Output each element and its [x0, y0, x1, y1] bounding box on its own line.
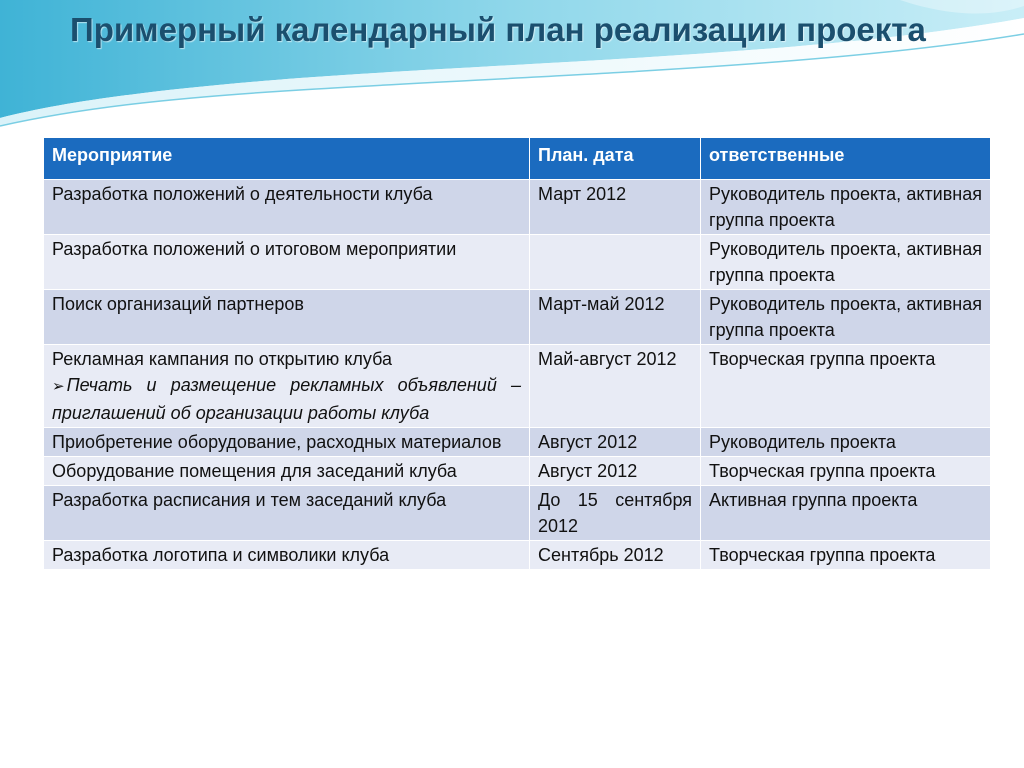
responsible-cell: Руководитель проекта	[701, 428, 991, 457]
responsible-cell: Руководитель проекта, активная группа проекта	[701, 235, 991, 290]
event-cell: Оборудование помещения для заседаний клуба	[44, 457, 530, 486]
event-cell: Разработка положений о итоговом мероприятии	[44, 235, 530, 290]
event-cell: Разработка положений о деятельности клуба	[44, 180, 530, 235]
arrow-bullet-icon: ➢	[52, 378, 65, 395]
table-row	[44, 457, 991, 486]
slide-title: Примерный календарный план реализации проекта	[70, 11, 926, 48]
date-cell	[530, 235, 701, 290]
event-cell	[44, 345, 530, 428]
date-cell: Сентябрь 2012	[530, 541, 701, 570]
date-cell: Март 2012	[530, 180, 701, 235]
event-bullet-text: Печать и размещение рекламных объявлений – приглашений об организации работы клуба	[52, 375, 521, 423]
table-row	[44, 428, 991, 457]
responsible-cell: Руководитель проекта, активная группа проекта	[701, 290, 991, 345]
date-cell: Май-август 2012	[530, 345, 701, 428]
column-header-date: План. дата	[530, 138, 701, 180]
table-row	[44, 486, 991, 541]
event-cell: Приобретение оборудование, расходных материалов	[44, 428, 530, 457]
responsible-cell: Творческая группа проекта	[701, 457, 991, 486]
date-cell: Март-май 2012	[530, 290, 701, 345]
column-header-event: Мероприятие	[44, 138, 530, 180]
event-text: Рекламная кампания по открытию клуба	[52, 349, 392, 369]
responsible-cell: Творческая группа проекта	[701, 345, 991, 428]
project-plan-table	[43, 137, 991, 570]
table-row	[44, 290, 991, 345]
responsible-cell: Творческая группа проекта	[701, 541, 991, 570]
date-cell: Август 2012	[530, 457, 701, 486]
date-cell: До 15 сентября 2012	[530, 486, 701, 541]
table-row	[44, 541, 991, 570]
date-cell: Август 2012	[530, 428, 701, 457]
table-header-row	[44, 138, 991, 180]
responsible-cell: Активная группа проекта	[701, 486, 991, 541]
column-header-responsible: ответственные	[701, 138, 991, 180]
responsible-cell: Руководитель проекта, активная группа проекта	[701, 180, 991, 235]
table-row	[44, 235, 991, 290]
table-row	[44, 180, 991, 235]
event-cell: Поиск организаций партнеров	[44, 290, 530, 345]
table-row	[44, 345, 991, 428]
event-cell: Разработка логотипа и символики клуба	[44, 541, 530, 570]
event-bullet	[52, 372, 521, 426]
event-cell: Разработка расписания и тем заседаний клуба	[44, 486, 530, 541]
